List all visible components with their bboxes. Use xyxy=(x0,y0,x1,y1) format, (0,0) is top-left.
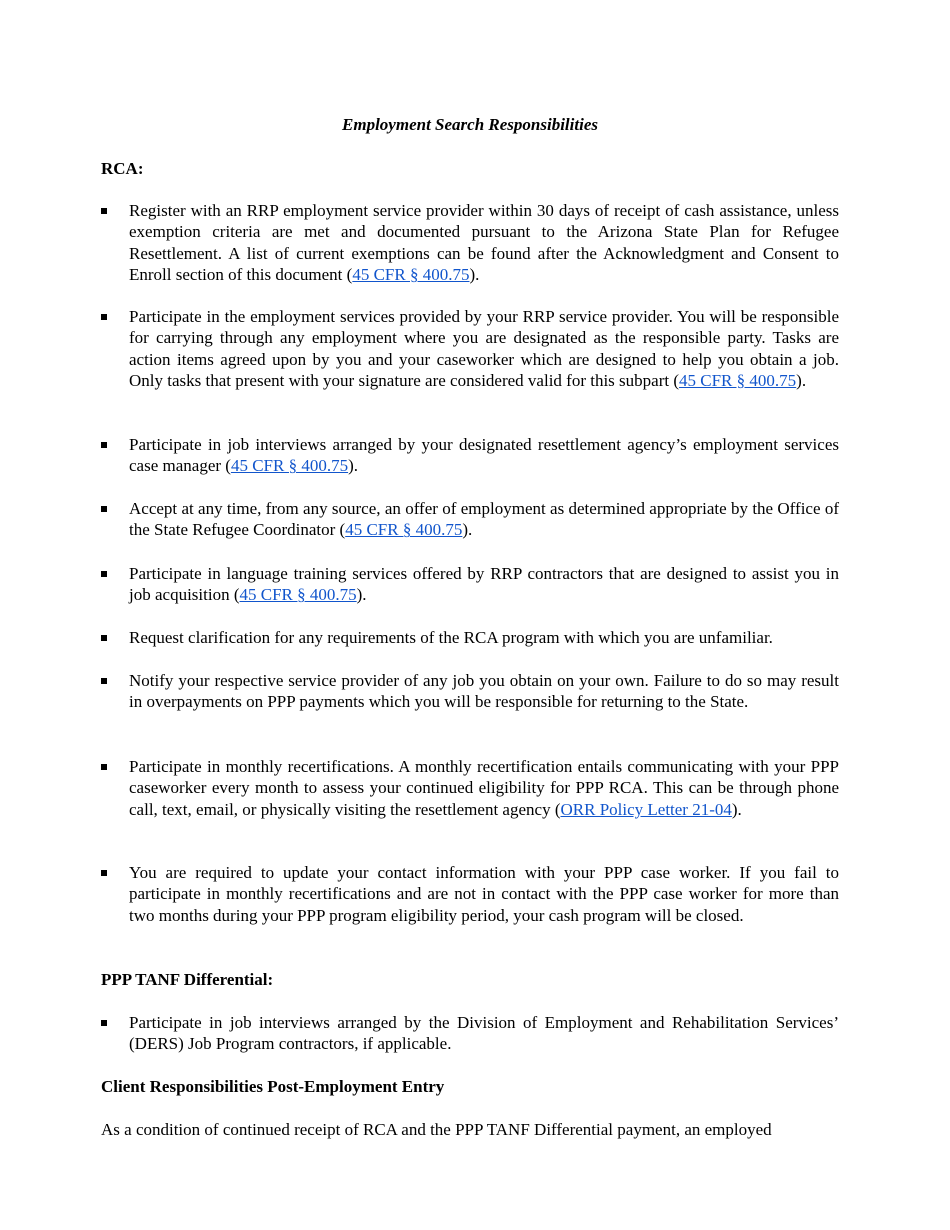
list-item-text: Register with an RRP employment service provider within 30 days of receipt of cash assistance, unless exemption criteria are met and documented pursuant to the Arizona State Plan for Refugee Resettlement. A list of current exemptions can be found after the Acknowledgment and Consent to Enroll section of this document ( xyxy=(129,201,839,285)
bullet-square-icon xyxy=(101,870,107,876)
bullet-square-icon xyxy=(101,506,107,512)
list-item xyxy=(101,756,839,820)
bullet-square-icon xyxy=(101,208,107,214)
cfr-link[interactable]: 45 CFR § 400.75 xyxy=(239,585,357,605)
orr-policy-link[interactable]: ORR Policy Letter 21-04 xyxy=(560,799,732,819)
list-item-text: Accept at any time, from any source, an offer of employment as determined appropriate by the Office of the State Refugee Coordinator ( xyxy=(129,499,839,540)
bullet-square-icon xyxy=(101,635,107,641)
list-item-suffix: ). xyxy=(796,371,807,391)
list-item xyxy=(101,670,839,713)
cfr-link[interactable]: 45 CFR § 400.75 xyxy=(230,456,349,476)
list-item-text: Participate in the employment services provided by your RRP service provider. You will be responsible for carrying through any employment where you are designated as the responsible party. Tasks are action items agreed upon by you and your caseworker which are designed to help you obtain a job. Only tasks that present with your signature are considered valid for this subpart ( xyxy=(129,307,839,391)
list-item-suffix: ). xyxy=(469,265,480,285)
page-title: Employment Search Responsibilities xyxy=(342,115,598,134)
cfr-link[interactable]: 45 CFR § 400.75 xyxy=(679,371,797,391)
list-item xyxy=(101,627,839,648)
list-item xyxy=(101,306,839,392)
list-item-text: Participate in job interviews arranged by your designated resettlement agency’s employment services case manager ( xyxy=(129,435,839,476)
section-heading-ppp-tanf: PPP TANF Differential: xyxy=(101,970,274,989)
list-item-text: Participate in job interviews arranged by the Division of Employment and Rehabilitation Services’ (DERS) Job Program contractors, if applicable. xyxy=(129,1013,839,1054)
list-item-suffix: ). xyxy=(731,799,742,819)
list-item-text: Request clarification for any requirements of the RCA program with which you are unfamiliar. xyxy=(129,628,773,647)
bullet-square-icon xyxy=(101,571,107,577)
list-item xyxy=(101,200,839,286)
cfr-link[interactable]: 45 CFR § 400.75 xyxy=(345,520,463,540)
cfr-link[interactable]: 45 CFR § 400.75 xyxy=(352,265,470,285)
bullet-square-icon xyxy=(101,678,107,684)
list-item xyxy=(101,1012,839,1055)
section-heading-rca: RCA: xyxy=(101,159,144,178)
list-item xyxy=(101,498,839,541)
bullet-square-icon xyxy=(101,442,107,448)
bullet-square-icon xyxy=(101,764,107,770)
body-paragraph: As a condition of continued receipt of RCA and the PPP TANF Differential payment, an employed xyxy=(101,1120,772,1139)
list-item-suffix: ). xyxy=(356,585,367,605)
list-item-text: Participate in language training services offered by RRP contractors that are designed to assist you in job acquisition ( xyxy=(129,564,839,605)
list-item-text: You are required to update your contact information with your PPP case worker. If you fail to participate in monthly recertifications and are not in contact with the PPP case worker for more than two months during your PPP program eligibility period, your cash program will be closed. xyxy=(129,863,839,925)
list-item-text: Notify your respective service provider of any job you obtain on your own. Failure to do so may result in overpayments on PPP payments which you will be responsible for returning to the State. xyxy=(129,671,839,712)
list-item-suffix: ). xyxy=(348,456,358,476)
list-item xyxy=(101,862,839,926)
list-item-text: Participate in monthly recertifications. A monthly recertification entails communicating with your PPP caseworker every month to assess your continued eligibility for PPP RCA. This can be through phone call, text, email, or physically visiting the resettlement agency ( xyxy=(129,757,839,819)
list-item xyxy=(101,434,839,477)
section-heading-post-employment: Client Responsibilities Post-Employment Entry xyxy=(101,1077,445,1096)
bullet-square-icon xyxy=(101,1020,107,1026)
list-item-suffix: ). xyxy=(462,520,473,540)
bullet-square-icon xyxy=(101,314,107,320)
list-item xyxy=(101,563,839,606)
